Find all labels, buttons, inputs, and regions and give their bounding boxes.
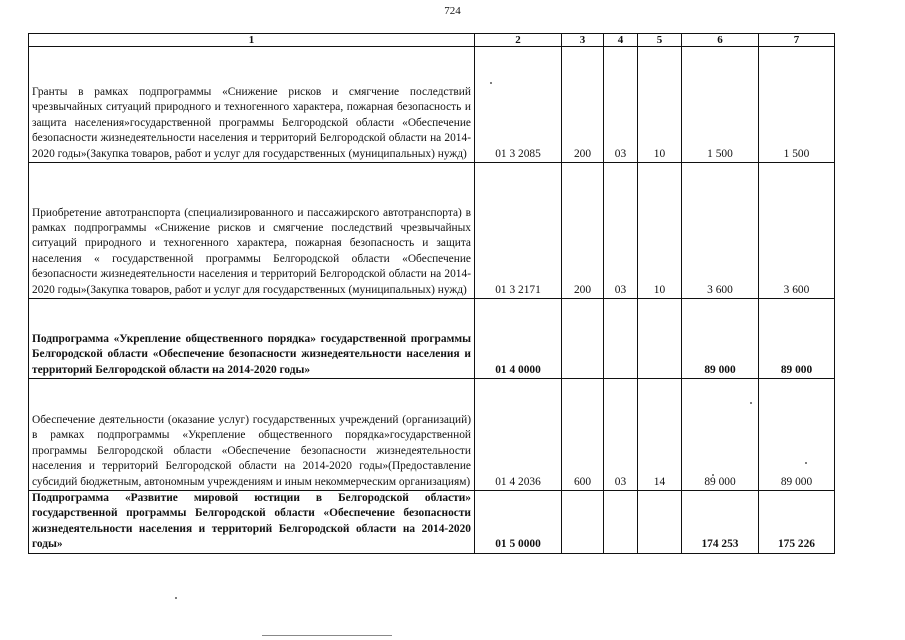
table-row (29, 47, 835, 163)
row-expense-type: 200 (562, 47, 604, 163)
row-expense-type (562, 491, 604, 554)
row-target-code: 01 3 2085 (475, 47, 562, 163)
header-col-6: 6 (682, 34, 759, 47)
row-sum-first: 174 253 (682, 491, 759, 554)
row-sum-second: 3 600 (759, 163, 835, 299)
header-col-3: 3 (562, 34, 604, 47)
row-expense-type (562, 299, 604, 379)
budget-table (28, 33, 835, 554)
table-row (29, 491, 835, 554)
page-number: 724 (444, 5, 461, 17)
scan-edge-line (262, 635, 392, 636)
row-target-code: 01 3 2171 (475, 163, 562, 299)
header-col-1: 1 (29, 34, 475, 47)
header-col-5: 5 (638, 34, 682, 47)
table-row (29, 163, 835, 299)
row-subsection: 10 (638, 163, 682, 299)
row-sum-second: 175 226 (759, 491, 835, 554)
scan-speck (175, 597, 177, 599)
row-subsection: 14 (638, 379, 682, 491)
row-description: Приобретение автотранспорта (специализированного и пассажирского автотранспорта) в рамках подпрограммы «Снижение рисков и смягчение последствий чрезвычайных ситуаций природного и техногенного характера, пожарная безопасность и защита населения « государственной программы Белгородской области «Обеспечение безопасности жизнедеятельности населения и территорий Белгородской области на 2014-2020 годы»(Закупка товаров, работ и услуг для государственных (муниципальных) нужд) (29, 163, 475, 299)
row-description: Обеспечение деятельности (оказание услуг) государственных учреждений (организаций) в рамках подпрограммы «Укрепление общественного порядка»государственной программы Белгородской области «Обеспечение безопасности жизнедеятельности населения и территорий Белгородской области на 2014-2020 годы»(Предоставление субсидий бюджетным, автономным учреждениям и иным некоммерческим организациям) (29, 379, 475, 491)
scan-speck (712, 474, 714, 476)
row-expense-type: 600 (562, 379, 604, 491)
scan-speck (750, 402, 752, 404)
row-section: 03 (604, 47, 638, 163)
header-col-2: 2 (475, 34, 562, 47)
row-description: Гранты в рамках подпрограммы «Снижение рисков и смягчение последствий чрезвычайных ситуаций природного и техногенного характера, пожарная безопасность и защита населения»государственной программы Белгородской области «Обеспечение безопасности жизнедеятельности населения и территорий Белгородской области на 2014-2020 годы»(Закупка товаров, работ и услуг для государственных (муниципальных) нужд) (29, 47, 475, 163)
row-section (604, 299, 638, 379)
row-target-code: 01 5 0000 (475, 491, 562, 554)
row-sum-first: 89 000 (682, 379, 759, 491)
row-target-code: 01 4 0000 (475, 299, 562, 379)
row-section: 03 (604, 379, 638, 491)
scan-speck (805, 462, 807, 464)
row-section (604, 491, 638, 554)
row-sum-first: 89 000 (682, 299, 759, 379)
row-sum-second: 89 000 (759, 379, 835, 491)
row-description: Подпрограмма «Укрепление общественного порядка» государственной программы Белгородской области «Обеспечение безопасности жизнедеятельности населения и территорий Белгородской области на 2014-2020 годы» (29, 299, 475, 379)
row-section: 03 (604, 163, 638, 299)
row-sum-second: 1 500 (759, 47, 835, 163)
header-col-4: 4 (604, 34, 638, 47)
row-expense-type: 200 (562, 163, 604, 299)
table-row (29, 299, 835, 379)
row-subsection (638, 299, 682, 379)
row-sum-first: 1 500 (682, 47, 759, 163)
row-sum-first: 3 600 (682, 163, 759, 299)
row-subsection: 10 (638, 47, 682, 163)
row-description: Подпрограмма «Развитие мировой юстиции в Белгородской области» государственной программы Белгородской области «Обеспечение безопасности жизнедеятельности населения и территорий Белгородской области на 2014-2020 годы» (29, 491, 475, 554)
row-sum-second: 89 000 (759, 299, 835, 379)
header-col-7: 7 (759, 34, 835, 47)
header-row (29, 34, 835, 47)
row-subsection (638, 491, 682, 554)
row-target-code: 01 4 2036 (475, 379, 562, 491)
scan-speck (490, 82, 492, 84)
